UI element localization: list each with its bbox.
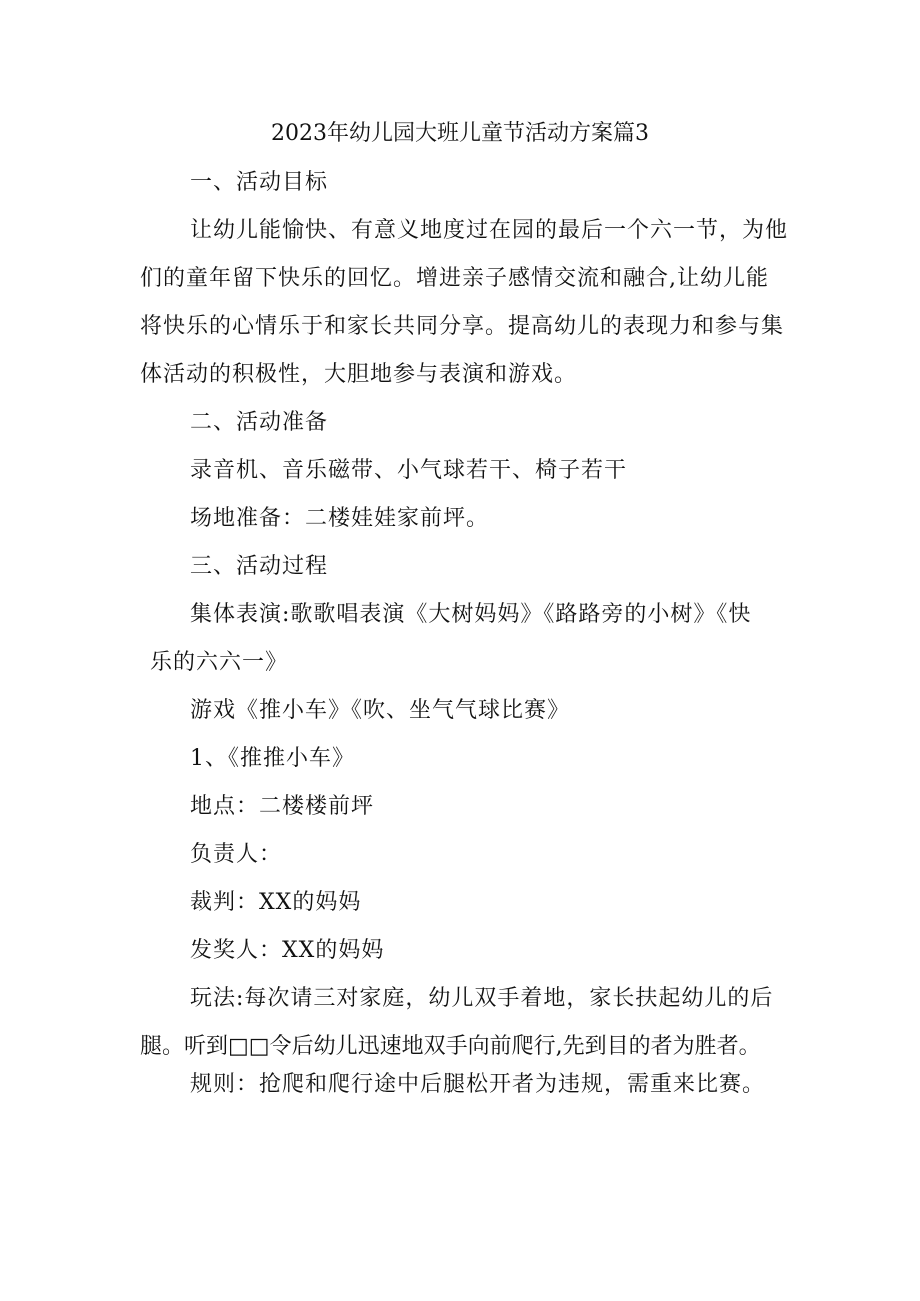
section-heading-process: 三、活动过程	[190, 554, 329, 579]
goal-paragraph-line-2: 们的童年留下快乐的回忆。增进亲子感情交流和融合,让幼儿能	[140, 266, 769, 291]
game1-referee: 裁判：XX的妈妈	[190, 890, 362, 915]
game1-person-in-charge: 负责人：	[190, 842, 283, 867]
play-rules-line-2: 腿。听到□□令后幼儿迅速地双手向前爬行,先到目的者为胜者。	[140, 1034, 761, 1059]
game1-title: 1、《推推小车》	[190, 746, 355, 771]
performance-line-1: 集体表演:歌歌唱表演《大树妈妈》《路路旁的小树》《快	[190, 602, 752, 627]
play-rules-line-1: 玩法:每次请三对家庭，幼儿双手着地，家长扶起幼儿的后	[190, 986, 774, 1011]
game1-awarder: 发奖人：XX的妈妈	[190, 938, 385, 963]
section-heading-goal: 一、活动目标	[190, 170, 329, 195]
section-heading-prep: 二、活动准备	[190, 410, 329, 435]
goal-paragraph-line-4: 体活动的积极性，大胆地参与表演和游戏。	[140, 362, 578, 387]
games-line: 游戏《推小车》《吹、坐气气球比赛》	[190, 698, 571, 723]
prep-items: 录音机、音乐磁带、小气球若干、椅子若干	[190, 458, 628, 483]
performance-line-2: 乐的六六一》	[150, 650, 289, 675]
game-rules-line: 规则：抢爬和爬行途中后腿松开者为违规，需重来比赛。	[190, 1072, 766, 1097]
game1-location: 地点：二楼楼前坪	[190, 794, 375, 819]
goal-paragraph-line-3: 将快乐的心情乐于和家长共同分享。提高幼儿的表现力和参与集	[140, 314, 785, 339]
document-title: 2023年幼儿园大班儿童节活动方案篇3	[271, 121, 649, 146]
goal-paragraph-line-1: 让幼儿能愉快、有意义地度过在园的最后一个六一节，为他	[190, 218, 789, 243]
venue-prep: 场地准备：二楼娃娃家前坪。	[190, 506, 490, 531]
